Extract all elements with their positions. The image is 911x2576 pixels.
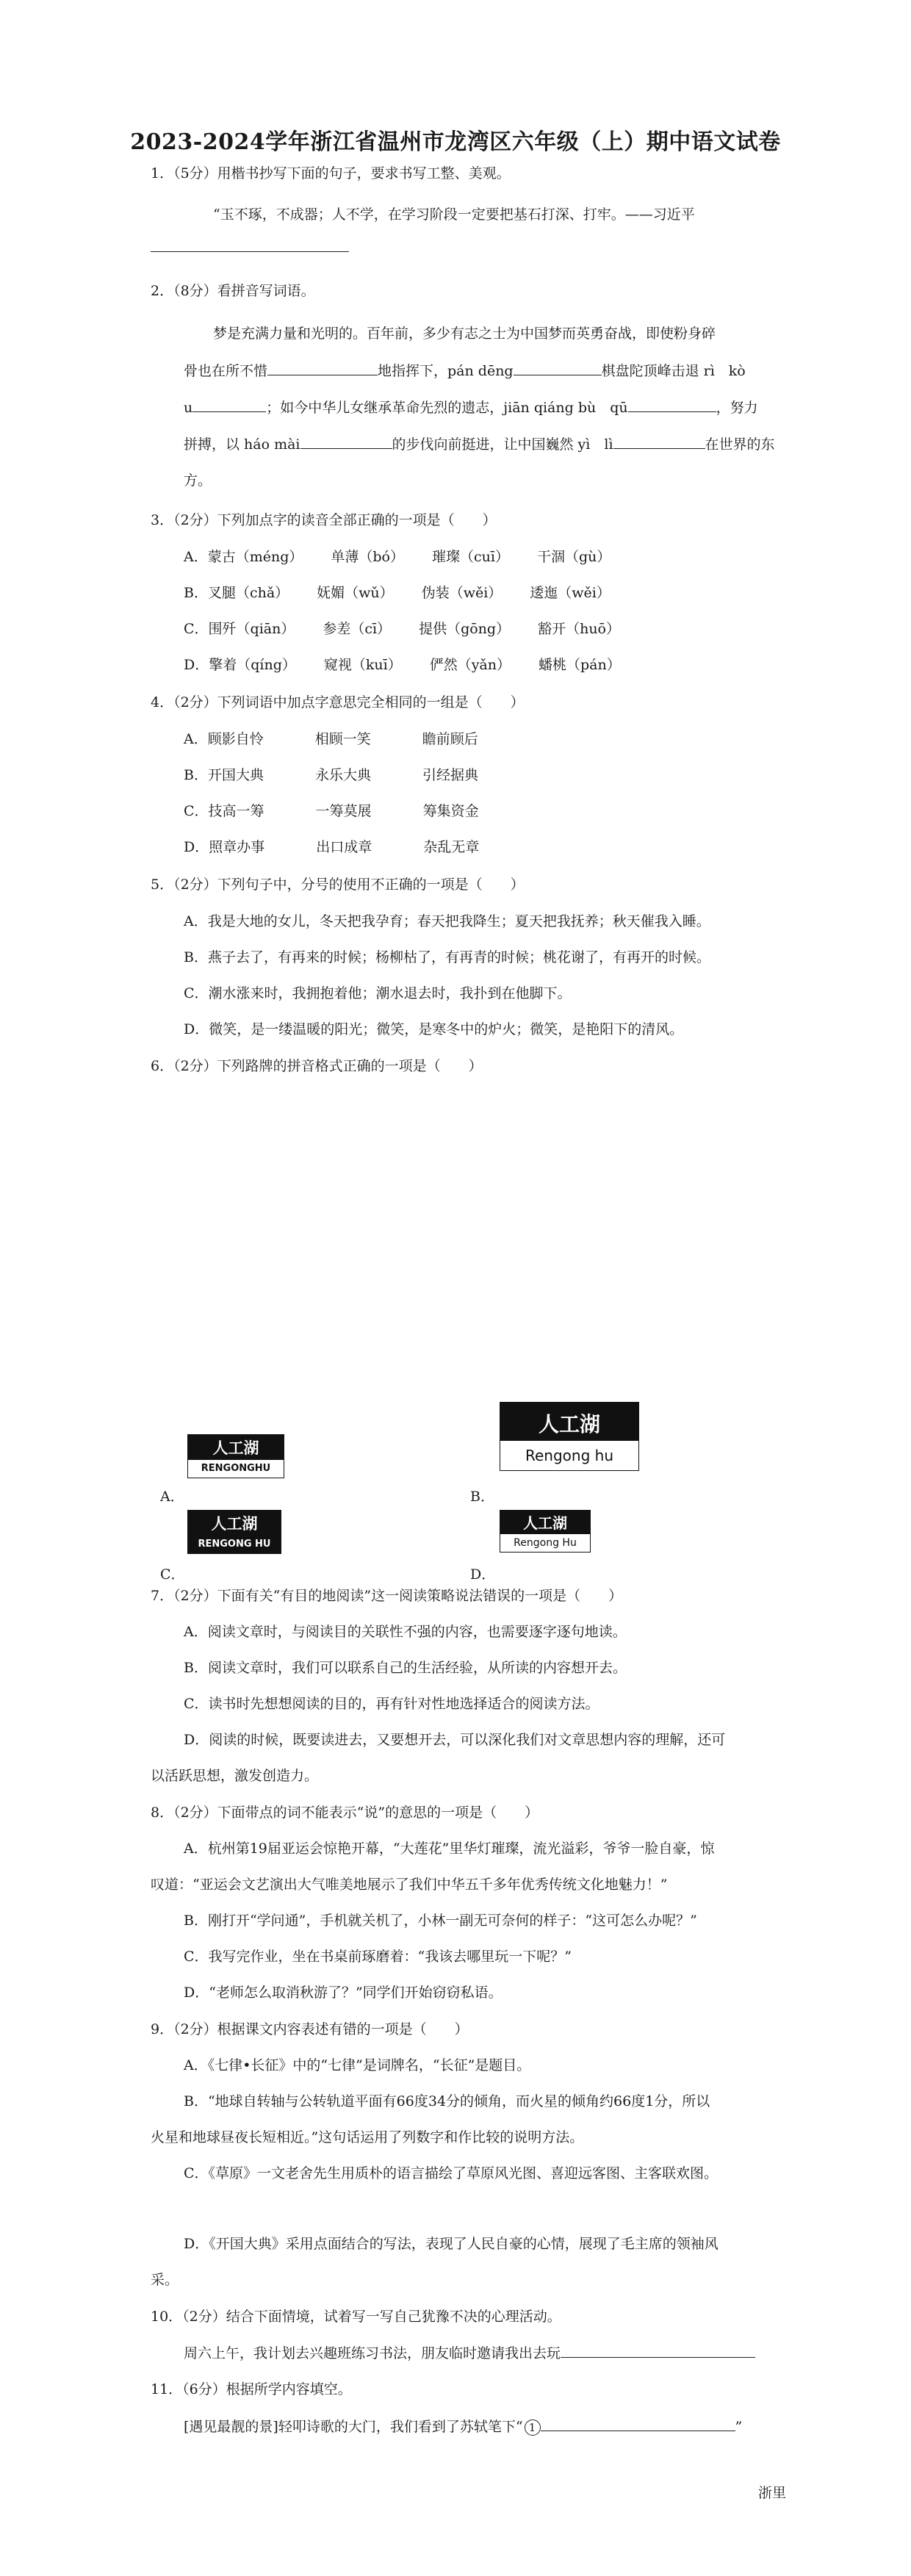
q7-option-d[interactable]: D．阅读的时候，既要读进去，又要想开去，可以深化我们对文章思想内容的理解，还可 [184,1732,726,1748]
q2-text: 棋盘陀顶峰击退 rì kò [601,363,746,379]
option-text: A．顾影自怜 [184,731,264,747]
page-footer: 浙里 [757,2485,786,2501]
pinyin-blank-1[interactable] [267,360,378,375]
q7-stem: 7．（2分）下面有关“有目的地阅读”这一阅读策略说法错误的一项是（ ） [151,1588,623,1604]
q2-text: 骨也在所不惜 [184,363,268,379]
page-title: 2023-2024学年浙江省温州市龙湾区六年级（上）期中语文试卷 [130,129,781,155]
q2-text: 在世界的东 [705,436,775,453]
sign-pinyin: RENGONGHU [187,1459,284,1478]
q6-option-c-letter[interactable]: C． [160,1566,185,1583]
q5-option-d[interactable]: D．微笑，是一缕温暖的阳光；微笑，是寒冬中的炉火；微笑，是艳阳下的清风。 [184,1021,684,1037]
option-text: B．开国大典 [184,767,264,783]
option-text: C．技高一筹 [184,803,264,819]
q3-option-b[interactable] [184,583,815,603]
option-text: 杂乱无章 [423,839,480,855]
option-text: 伪装（wěi） [421,585,503,601]
sign-chinese: 人工湖 [212,1439,259,1457]
option-text: 逶迤（wěi） [530,585,611,601]
q2-text: 地指挥下，pán dēng [378,363,514,379]
sign-pinyin: RENGONG HU [187,1535,281,1554]
option-text: 窥视（kuī） [323,657,402,673]
q7-option-d-cont: 以活跃思想，激发创造力。 [151,1768,319,1784]
sign-chinese: 人工湖 [538,1412,600,1436]
q10-stem: 10．（2分）结合下面情境，试着写一写自己犹豫不决的心理活动。 [151,2309,561,2325]
blank-number-circle: 1 [525,2420,541,2436]
q9-option-b[interactable]: B．“地球自转轴与公转轨道平面有66度34分的倾角，而火星的倾角约66度1分，所以 [184,2093,710,2109]
q2-text: ；如今中华儿女继承革命先烈的遗志，jiān qiáng bù qū [266,400,628,416]
q2-line-3 [184,397,815,418]
option-text: D．擎着（qíng） [184,657,296,673]
sign-pinyin: Rengong hu [500,1440,639,1471]
q8-option-a-cont: 叹道：“亚运会文艺演出大气唯美地展示了我们中华五千多年优秀传统文化地魅力！” [151,1877,668,1893]
pinyin-blank-4[interactable] [628,397,716,412]
q6-option-a-letter[interactable]: A． [160,1489,184,1505]
q2-text: ，努力 [716,400,758,416]
q10-text: 周六上午，我计划去兴趣班练习书法，朋友临时邀请我出去玩 [184,2345,561,2361]
q6-option-b-letter[interactable]: B． [470,1489,494,1505]
q10-text-line [184,2342,815,2364]
q11-stem: 11．（6分）根据所学内容填空。 [151,2381,352,2397]
sign-chinese: 人工湖 [523,1514,567,1532]
option-text: A．蒙古（méng） [184,549,303,565]
q1-stem: 1．（5分）用楷书抄写下面的句子，要求书写工整、美观。 [151,165,511,181]
q4-option-a[interactable] [184,729,815,749]
q2-text: 的步伐向前挺进，让中国巍然 yì lì [392,436,613,453]
q6-option-c-sign[interactable] [187,1510,281,1554]
q1-quote: “玉不琢，不成器；人不学，在学习阶段一定要把基石打深、打牢。——习近平 [213,206,695,223]
q8-option-b[interactable]: B．刚打开“学问通”，手机就关机了，小林一副无可奈何的样子：“这可怎么办呢？” [184,1913,697,1929]
option-text: 瞻前顾后 [422,731,478,747]
option-text: 干涸（gù） [536,549,611,565]
q2-stem: 2．（8分）看拼音写词语。 [151,283,315,299]
pinyin-blank-5[interactable] [300,433,392,449]
q9-stem: 9．（2分）根据课文内容表述有错的一项是（ ） [151,2021,469,2037]
q5-option-b[interactable]: B．燕子去了，有再来的时候；杨柳枯了，有再青的时候；桃花谢了，有再开的时候。 [184,949,710,965]
q7-option-a[interactable]: A．阅读文章时，与阅读目的关联性不强的内容，也需要逐字逐句地读。 [184,1624,627,1640]
q8-option-a[interactable]: A．杭州第19届亚运会惊艳开幕，“大莲花”里华灯璀璨，流光溢彩，爷爷一脸自豪，惊 [184,1841,715,1857]
q9-option-c[interactable]: C．《草原》一文老舍先生用质朴的语言描绘了草原风光图、喜迎远客图、主客联欢图。 [184,2165,719,2181]
option-text: 璀璨（cuī） [432,549,509,565]
q2-line-5: 方。 [184,472,212,489]
q9-option-d[interactable]: D．《开国大典》采用点面结合的写法，表现了人民自豪的心情，展现了毛主席的领袖风 [184,2236,719,2252]
q11-text-end: ” [735,2419,743,2435]
q3-stem: 3．（2分）下列加点字的读音全部正确的一项是（ ） [151,512,497,528]
q4-stem: 4．（2分）下列词语中加点字意思完全相同的一组是（ ） [151,694,525,710]
q5-option-a[interactable]: A．我是大地的女儿，冬天把我孕育；春天把我降生；夏天把我抚养；秋天催我入睡。 [184,913,710,929]
q2-text: u [184,400,193,416]
option-text: B．叉腿（chǎ） [184,585,289,601]
q9-option-b-cont: 火星和地球昼夜长短相近。”这句话运用了列数字和作比较的说明方法。 [151,2129,584,2145]
q2-text: 拼搏，以 háo mài [184,436,300,453]
option-text: 单薄（bó） [331,549,404,565]
q11-text: [遇见最靓的景]轻叩诗歌的大门，我们看到了苏轼笔下“ [184,2419,523,2435]
option-text: 出口成章 [316,839,372,855]
q4-option-c[interactable] [184,801,815,821]
q2-line-1: 梦是充满力量和光明的。百年前，多少有志之士为中国梦而英勇奋战，即使粉身碎 [213,325,716,342]
q9-option-a[interactable]: A．《七律•长征》中的“七律”是词牌名，“长征”是题目。 [184,2057,531,2073]
q6-option-d-letter[interactable]: D． [470,1566,496,1583]
q11-text-line [184,2416,815,2437]
q7-option-b[interactable]: B．阅读文章时，我们可以联系自己的生活经验，从所读的内容想开去。 [184,1660,627,1676]
option-text: 一筹莫展 [315,803,372,819]
q2-line-2 [184,360,815,381]
q6-option-a-sign[interactable] [187,1434,284,1478]
q6-option-d-sign[interactable] [500,1510,591,1553]
option-text: 豁开（huō） [538,621,620,637]
option-text: 相顾一笑 [314,731,371,747]
q3-option-c[interactable] [184,619,815,639]
sign-pinyin: Rengong Hu [500,1533,591,1553]
q8-option-c[interactable]: C．我写完作业，坐在书桌前琢磨着：“我该去哪里玩一下呢？” [184,1949,572,1965]
q5-option-c[interactable]: C．潮水涨来时，我拥抱着他；潮水退去时，我扑到在他脚下。 [184,985,572,1001]
option-text: 蟠桃（pán） [539,657,621,673]
q2-line-4 [184,433,815,455]
option-text: 参差（cī） [323,621,392,637]
option-text: 俨然（yǎn） [429,657,511,673]
q6-option-b-sign[interactable] [500,1402,639,1471]
q3-option-d[interactable] [184,655,815,675]
option-text: 永乐大典 [314,767,371,783]
pinyin-blank-2[interactable] [514,360,602,375]
q6-stem: 6．（2分）下列路牌的拼音格式正确的一项是（ ） [151,1058,483,1074]
q4-option-b[interactable] [184,765,815,785]
q8-option-d[interactable]: D．“老师怎么取消秋游了？”同学们开始窃窃私语。 [184,1985,503,2001]
q10-answer-blank[interactable] [561,2342,755,2358]
q5-stem: 5．（2分）下列句子中，分号的使用不正确的一项是（ ） [151,877,525,893]
q1-answer-line[interactable] [151,251,349,252]
sign-chinese: 人工湖 [211,1515,258,1533]
option-text: 提供（gōng） [419,621,511,637]
q11-answer-blank[interactable] [541,2416,735,2431]
option-text: D．照章办事 [184,839,265,855]
option-text: C．围歼（qiān） [184,621,295,637]
q9-option-d-cont: 采。 [151,2272,179,2288]
q8-stem: 8．（2分）下面带点的词不能表示“说”的意思的一项是（ ） [151,1805,539,1821]
pinyin-blank-6[interactable] [613,433,705,449]
q3-option-a[interactable] [184,547,815,567]
q7-option-c[interactable]: C．读书时先想想阅读的目的，再有针对性地选择适合的阅读方法。 [184,1696,599,1712]
option-text: 筹集资金 [422,803,479,819]
option-text: 妩媚（wǔ） [317,585,394,601]
q4-option-d[interactable] [184,837,815,857]
option-text: 引经据典 [422,767,478,783]
pinyin-blank-3[interactable] [192,397,266,412]
